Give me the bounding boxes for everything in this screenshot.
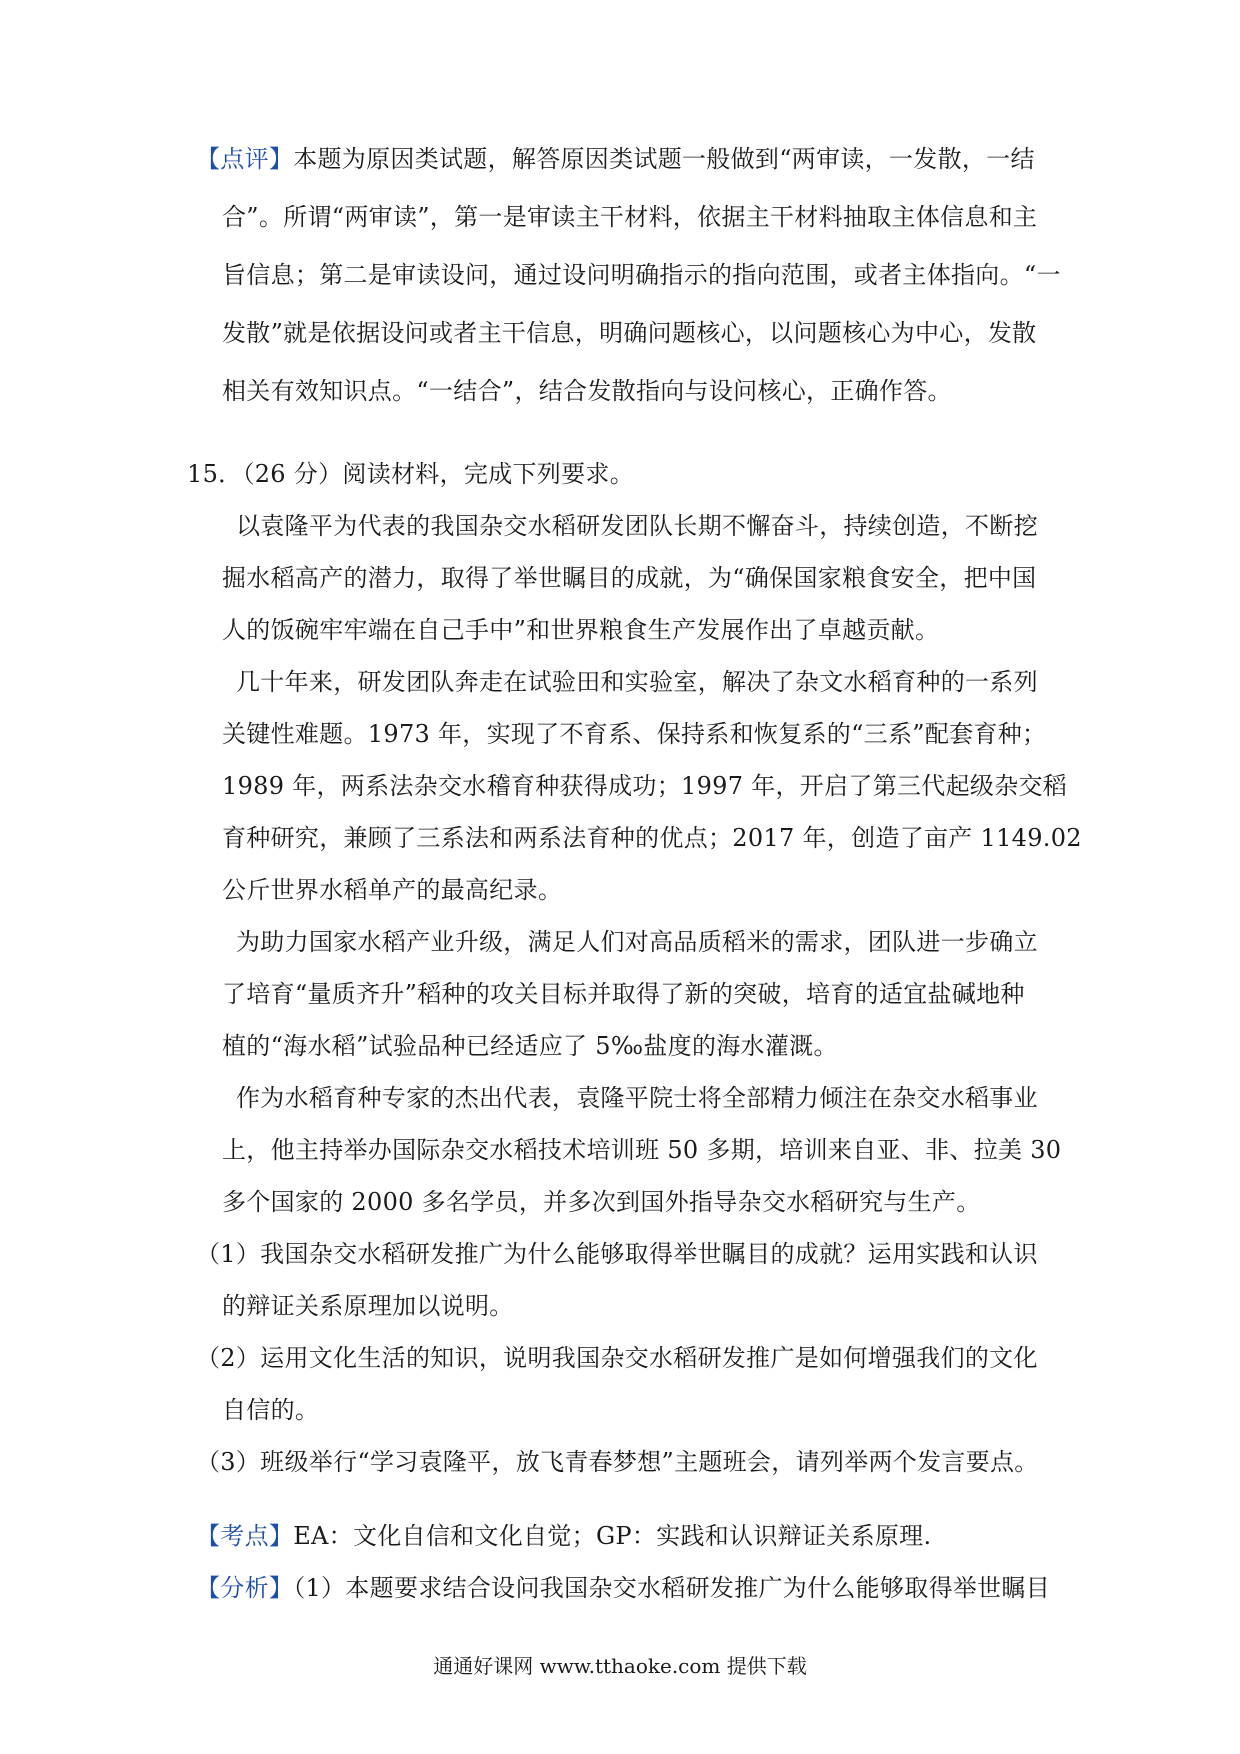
review-tag: 【点评】 xyxy=(196,145,294,173)
review-text: 本题为原因类试题，解答原因类试题一般做到“两审读，一发散，一结 xyxy=(293,145,1035,173)
footer-source: 通通好课网 www.tthaoke.com 提供下载 xyxy=(433,1654,807,1678)
review-line-2: 合”。所谓“两审读”，第一是审读主干材料，依据主干材料抽取主体信息和主 xyxy=(222,203,1038,231)
material-line-6: 1989 年，两系法杂交水稽育种获得成功；1997 年，开启了第三代起级杂交稻 xyxy=(222,772,1068,800)
material-line-3: 人的饭碗牢牢端在自己手中”和世界粮食生产发展作出了卓越贡献。 xyxy=(222,616,940,644)
review-line-1 xyxy=(196,143,1035,175)
kaodian-tag: 【考点】 xyxy=(196,1522,294,1550)
sub-question-1: （1）我国杂交水稻研发推广为什么能够取得举世瞩目的成就？运用实践和认识 xyxy=(196,1240,1038,1268)
material-line-5: 关键性难题。1973 年，实现了不育系、保持系和恢复系的“三系”配套育种； xyxy=(222,720,1047,748)
sub-question-2: （2）运用文化生活的知识，说明我国杂交水稻研发推广是如何增强我们的文化 xyxy=(196,1344,1038,1372)
material-line-11: 植的“海水稻”试验品种已经适应了 5‰盐度的海水灌溉。 xyxy=(222,1032,838,1060)
review-line-5: 相关有效知识点。“一结合”，结合发散指向与设问核心，正确作答。 xyxy=(222,377,952,405)
material-line-1: 以袁隆平为代表的我国杂交水稻研发团队长期不懈奋斗，持续创造，不断挖 xyxy=(236,512,1038,540)
kaodian-line xyxy=(196,1520,931,1552)
material-line-12: 作为水稻育种专家的杰出代表，袁隆平院士将全部精力倾注在杂交水稻事业 xyxy=(236,1084,1038,1112)
fenxi-text: （1）本题要求结合设问我国杂交水稻研发推广为什么能够取得举世瞩目 xyxy=(293,1574,1051,1602)
review-line-3: 旨信息；第二是审读设问，通过设问明确指示的指向范围，或者主体指向。“一 xyxy=(222,261,1061,289)
material-line-2: 掘水稻高产的潜力，取得了举世瞩目的成就，为“确保国家粮食安全，把中国 xyxy=(222,564,1037,592)
question-heading: 15．（26 分）阅读材料，完成下列要求。 xyxy=(187,460,635,488)
sub-question-2-cont: 自信的。 xyxy=(222,1396,320,1424)
sub-question-1-cont: 的辩证关系原理加以说明。 xyxy=(222,1292,514,1320)
fenxi-tag: 【分析】 xyxy=(196,1574,294,1602)
material-line-8: 公斤世界水稻单产的最高纪录。 xyxy=(222,876,563,904)
fenxi-line xyxy=(196,1572,1050,1604)
review-line-4: 发散”就是依据设问或者主干信息，明确问题核心，以问题核心为中心，发散 xyxy=(222,319,1037,347)
material-line-14: 多个国家的 2000 多名学员，并多次到国外指导杂交水稻研究与生产。 xyxy=(222,1188,981,1216)
material-line-13: 上，他主持举办国际杂交水稻技术培训班 50 多期，培训来自亚、非、拉美 30 xyxy=(222,1136,1062,1164)
material-line-9: 为助力国家水稻产业升级，满足人们对高品质稻米的需求，团队进一步确立 xyxy=(236,928,1038,956)
kaodian-text: EA：文化自信和文化自觉；GP：实践和认识辩证关系原理. xyxy=(293,1522,932,1550)
sub-question-3: （3）班级举行“学习袁隆平，放飞青春梦想”主题班会，请列举两个发言要点。 xyxy=(196,1448,1039,1476)
material-line-7: 育种研究，兼顾了三系法和两系法育种的优点；2017 年，创造了亩产 1149.02 xyxy=(222,824,1082,852)
material-line-4: 几十年来，研发团队奔走在试验田和实验室，解决了杂文水稻育种的一系列 xyxy=(236,668,1038,696)
material-line-10: 了培育“量质齐升”稻种的攻关目标并取得了新的突破，培育的适宜盐碱地种 xyxy=(222,980,1025,1008)
